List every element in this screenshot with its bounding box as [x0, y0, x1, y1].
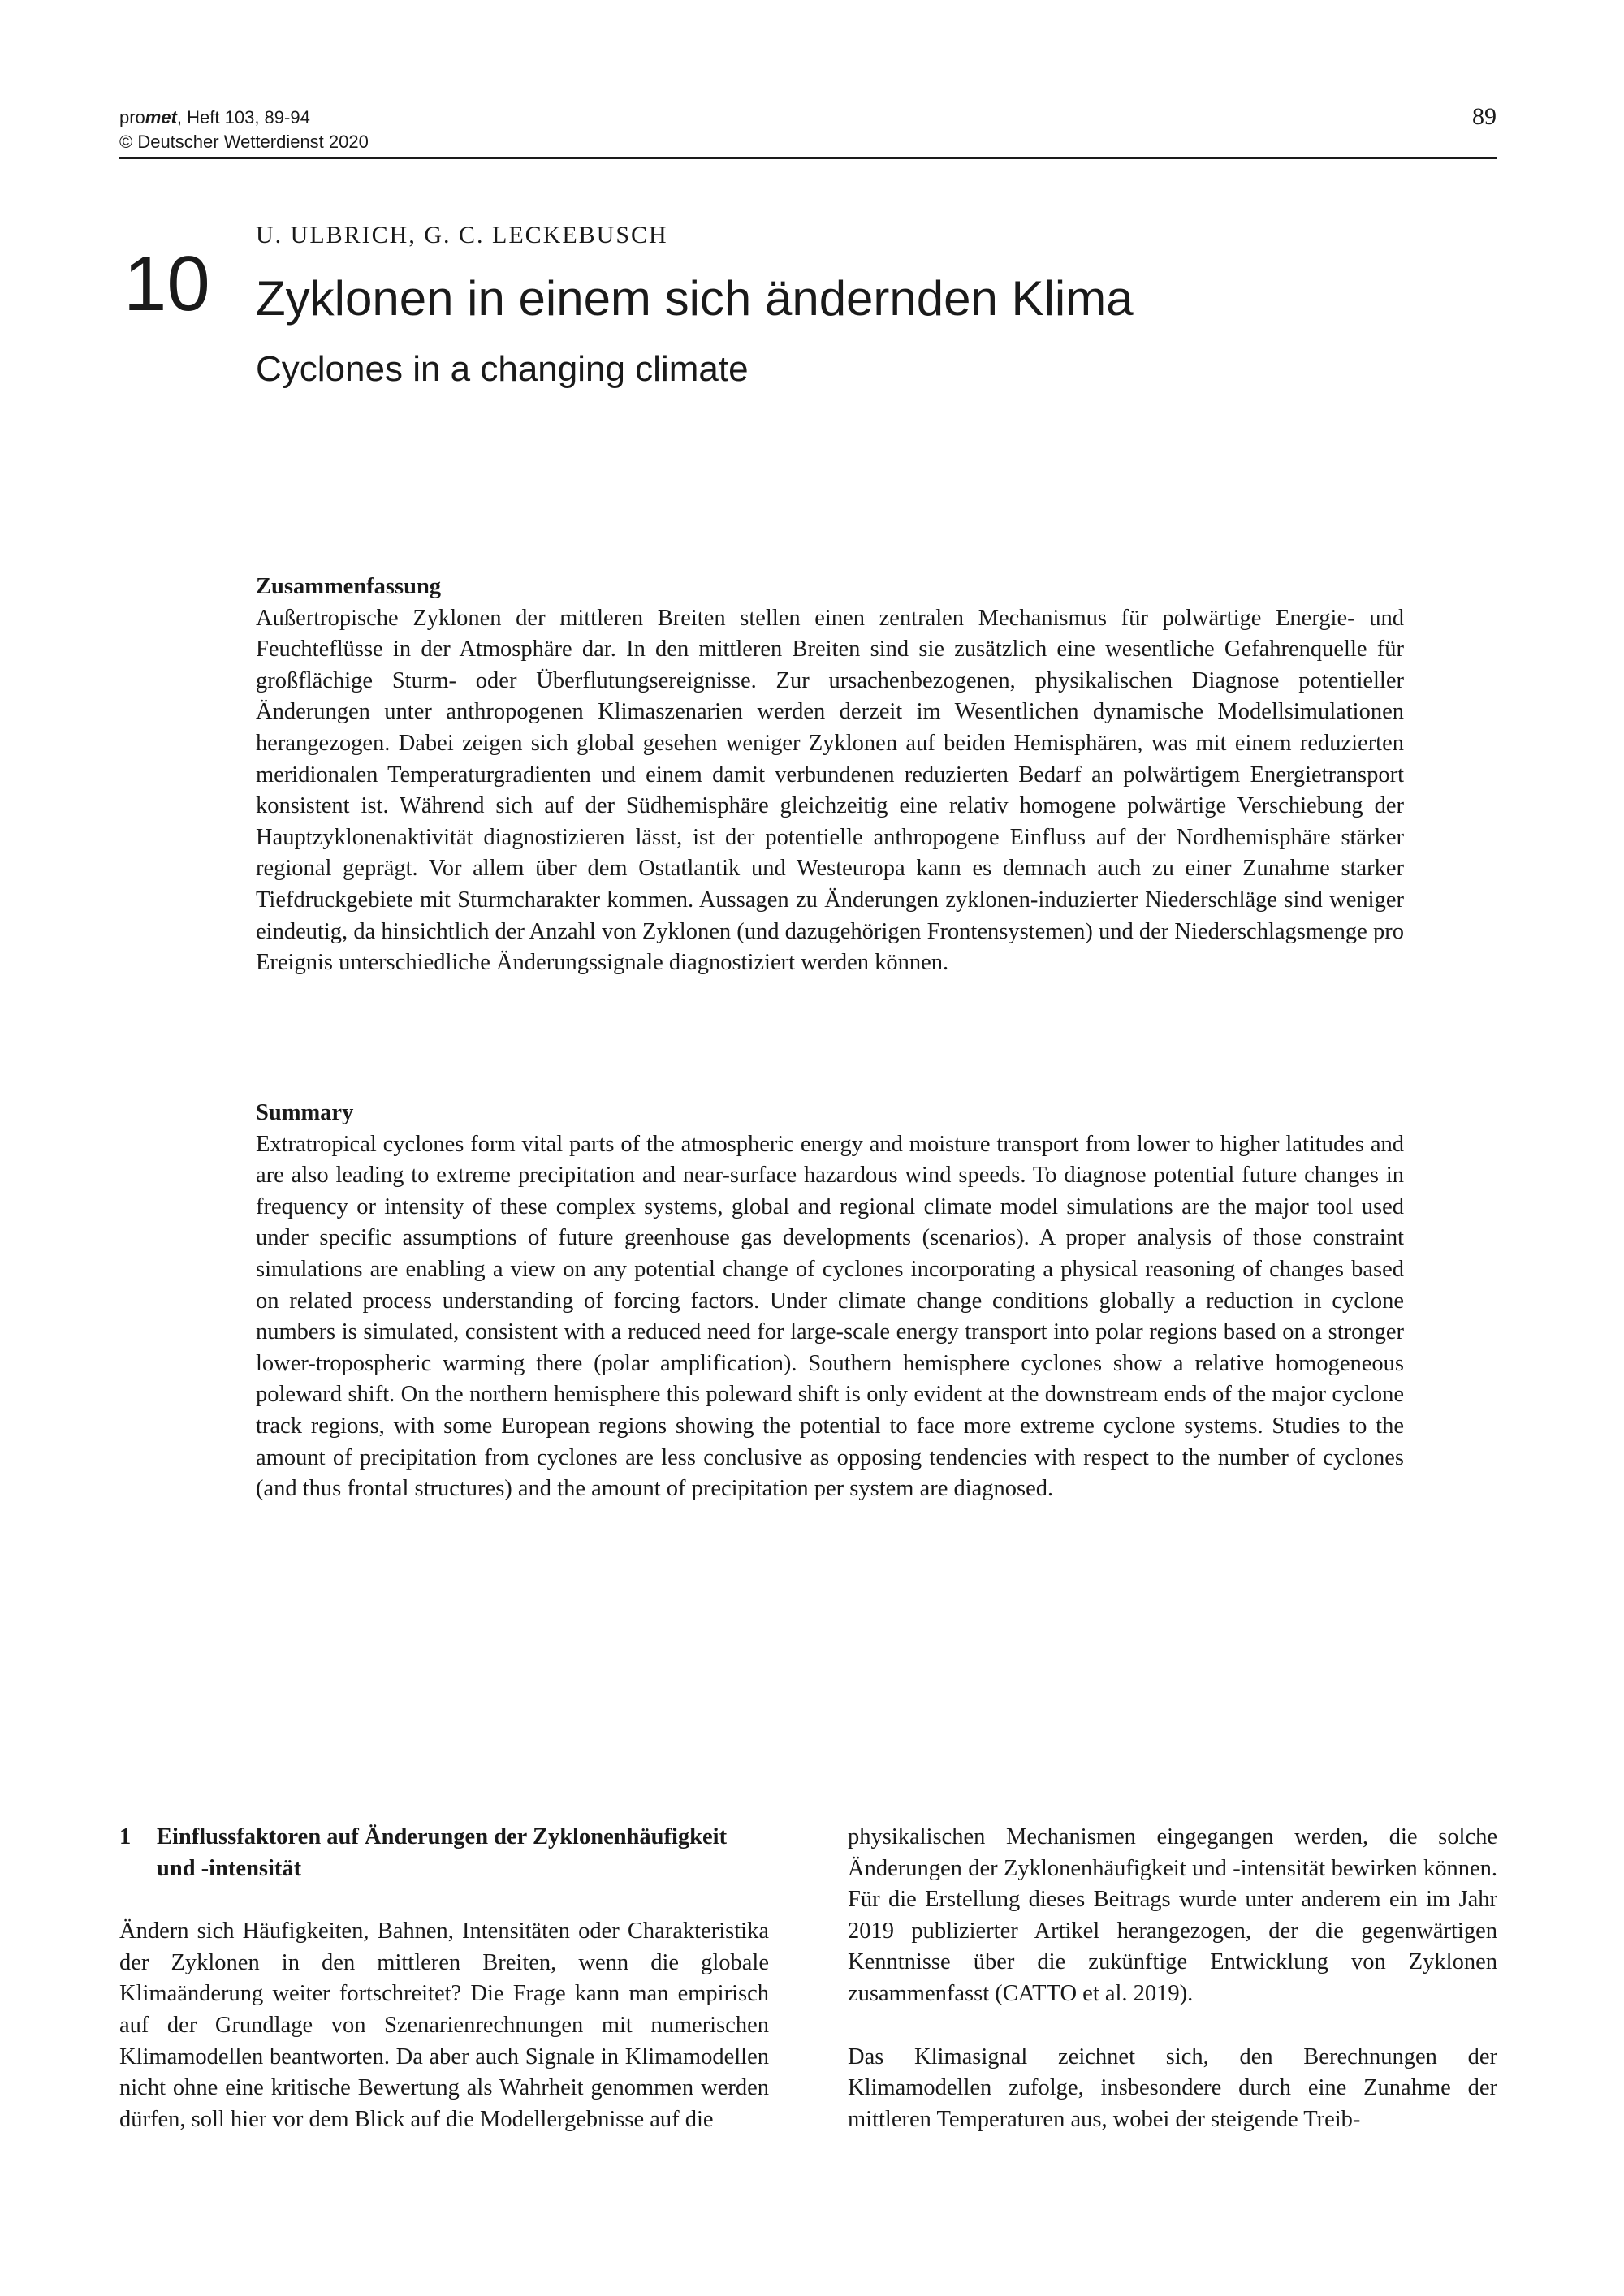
section-title: Einflussfaktoren auf Änderungen der Zyklonenhäufigkeit und -intensität: [157, 1824, 728, 1881]
authors: U. ULBRICH, G. C. LECKEBUSCH: [256, 222, 668, 248]
journal-citation: [119, 106, 310, 130]
abstract-german-text: Außertropische Zyklonen der mittleren Breiten stellen einen zentralen Mechanismus für polwärtige Energie- und Feuchteflüsse in der Atmosphäre dar. In den mittleren Breiten sind sie zusätzlich eine wesentliche Gefahrenquelle für großflächige Sturm- oder Überflutungsereignisse. Zur ursachenbezogenen, physikalischen Diagnose potentieller Änderungen unter anthropogenen Klimaszenarien werden derzeit im Wesentlichen dynamische Modellsimulationen herangezogen. Dabei zeigen sich global gesehen weniger Zyklonen auf beiden Hemisphären, was mit einem reduzierten meridionalen Temperaturgradienten und einem damit verbundenen reduzierten Bedarf an polwärtigem Energietransport konsistent ist. Während sich auf der Südhemisphäre gleichzeitig eine relativ homogene polwärtige Verschiebung der Hauptzyklonenaktivität diagnostizieren lässt, ist der potentielle anthropogene Einfluss auf der Nordhemisphäre stärker regional geprägt. Vor allem über dem Ostatlantik und Westeuropa kann es demnach auch zu einer Zunahme starker Tiefdruckgebiete mit Sturmcharakter kommen. Aussagen zu Änderungen zyklonen-induzierter Niederschläge sind weniger eindeutig, da hinsichtlich der Anzahl von Zyklonen (und dazugehörigen Frontensystemen) und der Niederschlagsmenge pro Ereignis unterschiedliche Änderungssignale diagnostiziert werden können.: [256, 605, 1404, 976]
section-number: 1: [119, 1824, 132, 1849]
abstract-german-heading: Zusammenfassung: [256, 574, 442, 599]
journal-brand-pro: pro: [119, 107, 145, 127]
section-heading: [119, 1822, 769, 1884]
title-english: Cyclones in a changing climate: [256, 349, 749, 389]
page-number: 89: [1472, 103, 1497, 130]
abstract-english-text: Extratropical cyclones form vital parts of the atmospheric energy and moisture transport from lower to higher latitudes and are also leading to extreme precipitation and near-surface hazardous wind speeds. To diagnose potential future changes in frequency or intensity of these complex systems, global and regional climate model simulations are the major tool used under specific assumptions of future greenhouse gas developments (scenarios). A proper analysis of those constraint simulations are enabling a view on any potential change of cyclones incorporating a physical reasoning of changes based on related process understanding of forcing factors. Under climate change conditions globally a reduction in cyclone numbers is simulated, consistent with a reduced need for large-scale energy transport into polar regions based on a stronger lower-tropospheric warming there (polar amplification). Southern hemisphere cyclones show a relative homogeneous poleward shift. On the northern hemisphere this poleward shift is only evident at the downstream ends of the major cyclone track regions, with some European regions showing the potential to face more extreme cyclone systems. Studies to the amount of precipitation from cyclones are less conclusive as opposing tendencies with respect to the number of cyclones (and thus frontal structures) and the amount of precipitation per system are diagnosed.: [256, 1131, 1404, 1502]
body-paragraph: Ändern sich Häufigkeiten, Bahnen, Intensitäten oder Charakteristika der Zyklonen in den mittleren Breiten, wenn die globale Klimaänderung weiter fortschreitet? Die Frage kann man empirisch auf der Grundlage von Szenarienrechnungen mit numerischen Klimamodellen beantworten. Da aber auch Signale in Klimamodellen nicht ohne eine kritische Bewertung als Wahrheit genommen werden dürfen, soll hier vor dem Blick auf die Modellergebnisse auf die: [119, 1918, 769, 2132]
body-column-left: [119, 1822, 769, 2135]
chapter-number: 10: [123, 240, 210, 327]
abstract-english-heading: Summary: [256, 1100, 354, 1125]
copyright-line: © Deutscher Wetterdienst 2020: [119, 132, 369, 152]
abstract-german: [256, 572, 1404, 979]
body-paragraph-continued: physikalischen Mechanismen eingegangen werden, die solche Änderungen der Zyklonenhäufigkeit und -intensität bewirken können. Für die Erstellung dieses Beitrags wurde unter anderem ein im Jahr 2019 publizierter Artikel herangezogen, der die gegenwärtigen Kenntnisse über die zukünftige Entwicklung von Zyklonen zusammenfasst (CATTO et al. 2019).: [848, 1824, 1497, 2006]
header-divider: [119, 157, 1497, 159]
journal-brand-met: met: [145, 107, 177, 127]
title-german: Zyklonen in einem sich ändernden Klima: [256, 271, 1134, 326]
body-paragraph: Das Klimasignal zeichnet sich, den Berechnungen der Klimamodellen zufolge, insbesondere durch eine Zunahme der mittleren Temperaturen aus, wobei der steigende Treib-: [848, 2044, 1497, 2132]
journal-issue: , Heft 103, 89-94: [176, 107, 310, 127]
abstract-english: [256, 1098, 1404, 1505]
body-column-right: [848, 1822, 1497, 2135]
